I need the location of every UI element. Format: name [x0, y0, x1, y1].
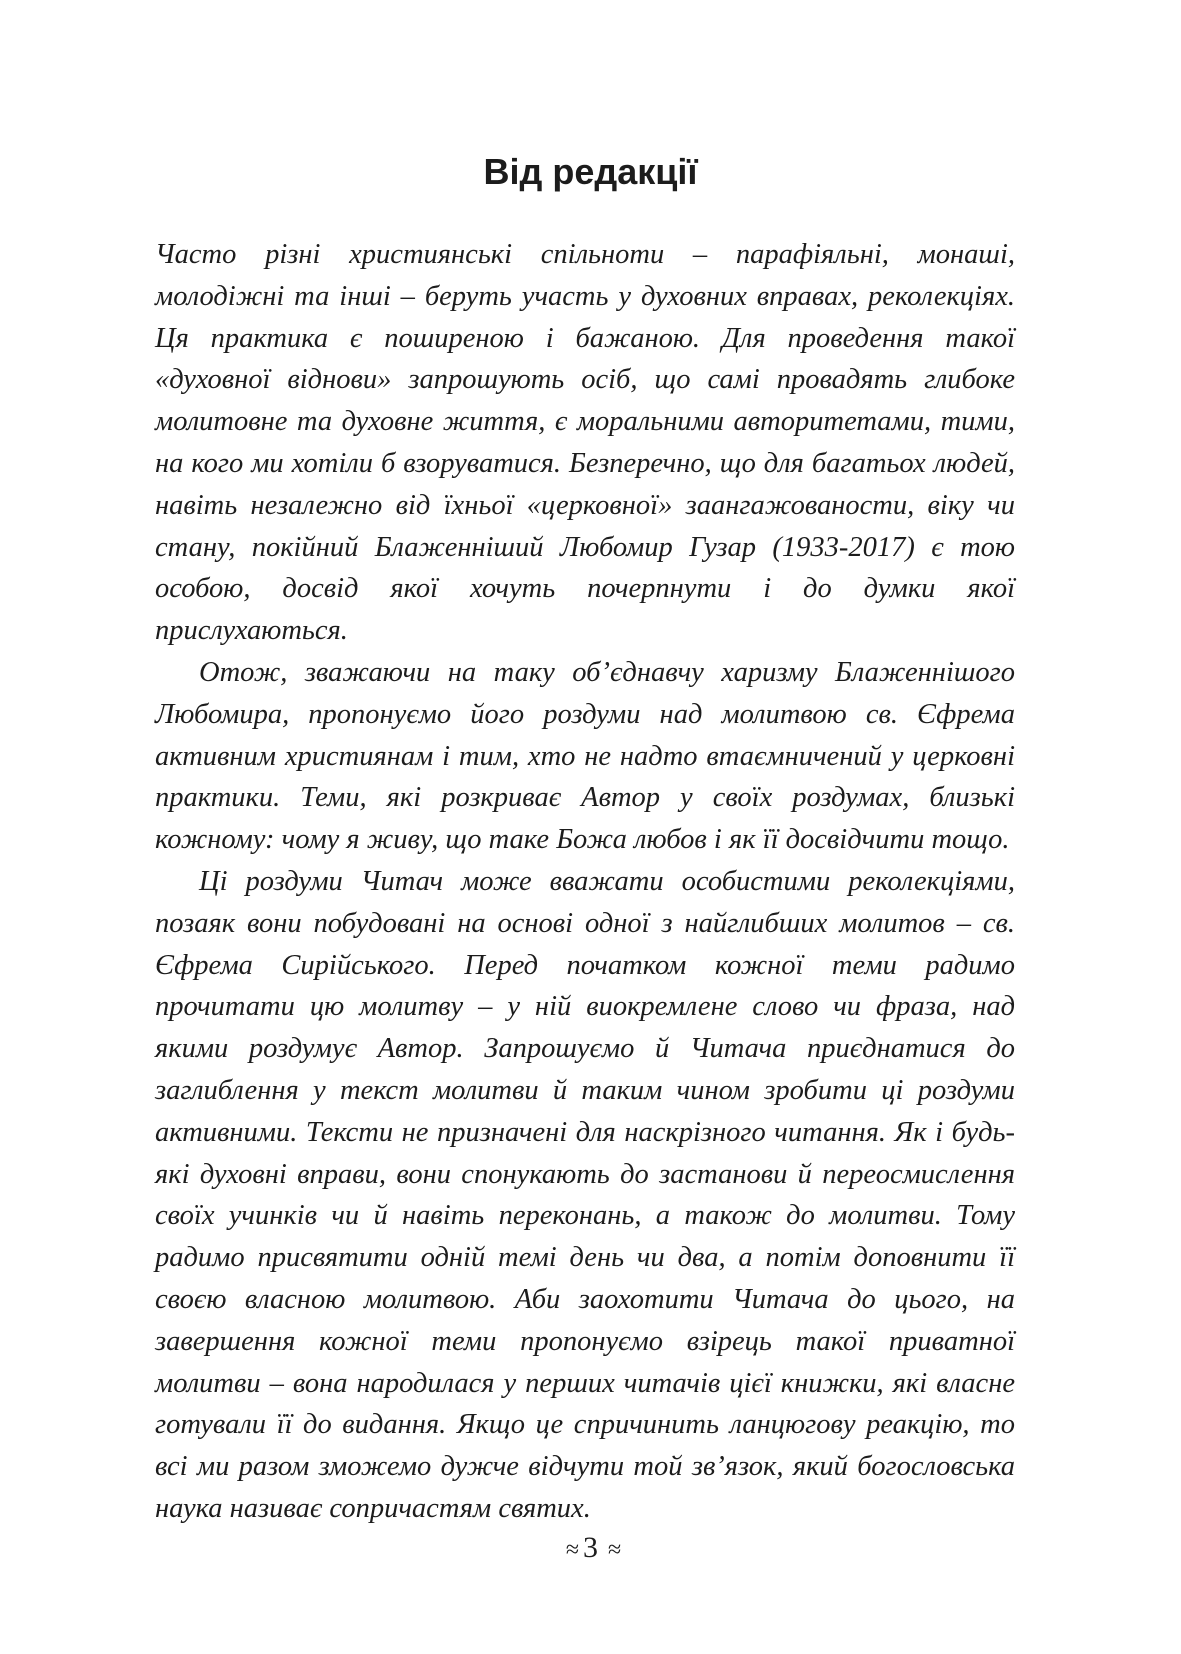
page-title: Від редакції — [483, 151, 698, 192]
paragraph-3: Ці роздуми Читач може вважати особистими реколекціями, позаяк вони побудовані на основі одної з найглибших молитов – св. Єфрема Сирійського. Перед початком кожної теми радимо прочитати цю молитву – у ній виокремлене слово чи фраза, над якими роздумує Автор. Запрошуємо й Читача приєднатися до заглиблення у текст молитви й таким чином зробити ці роздуми активними. Тексти не призначені для наскрізного читання. Як і будь-які духовні вправи, вони спонукають до застанови й переосмислення своїх учинків чи й навіть переконань, а також до молитви. Тому радимо присвятити одній темі день чи два, а потім доповнити її своєю власною молитвою. Аби заохотити Читача до цього, на завершення кожної теми пропонуємо взірець такої приватної молитви – вона народилася у перших читачів цієї книжки, які власне готували її до видання. Якщо це спричинить ланцюгову реакцію, то всі ми разом зможемо дужче відчути той зв’язок, який богословська наука називає сопричастям святих. — [155, 865, 1015, 1524]
page-number: 3 — [583, 1531, 598, 1564]
page-folio — [0, 1530, 1181, 1568]
folio-ornament-right-icon: ≈ — [608, 1537, 616, 1563]
paragraph-2: Отож, зважаючи на таку об’єднавчу харизму Блаженнішого Любомира, пропонуємо його роздуми над молитвою св. Єфрема активним християнам і тим, хто не надто втаємничений у церковні практики. Теми, які розкриває Автор у своїх роздумах, близькі кожному: чому я живу, що таке Божа любов і як її досвідчити тощо. — [155, 656, 1015, 856]
folio-ornament-left-icon: ≈ — [565, 1537, 573, 1563]
body-text — [155, 234, 1015, 1530]
paragraph-1: Часто різні християнські спільноти – парафіяльні, монаші, молодіжні та інші – беруть участь у духовних вправах, реколекціях. Ця практика є поширеною і бажаною. Для проведення такої «духовної віднови» запрошують осіб, що самі провадять глибоке молитовне та духовне життя, є моральними авторитетами, тими, на кого ми хотіли б взоруватися. Безперечно, що для багатьох людей, навіть незалежно від їхньої «церковної» заангажованости, віку чи стану, покійний Блаженніший Любомир Гузар (1933-2017) є тою особою, досвід якої хочуть почерпнути і до думки якої прислухаються. — [155, 239, 1015, 647]
